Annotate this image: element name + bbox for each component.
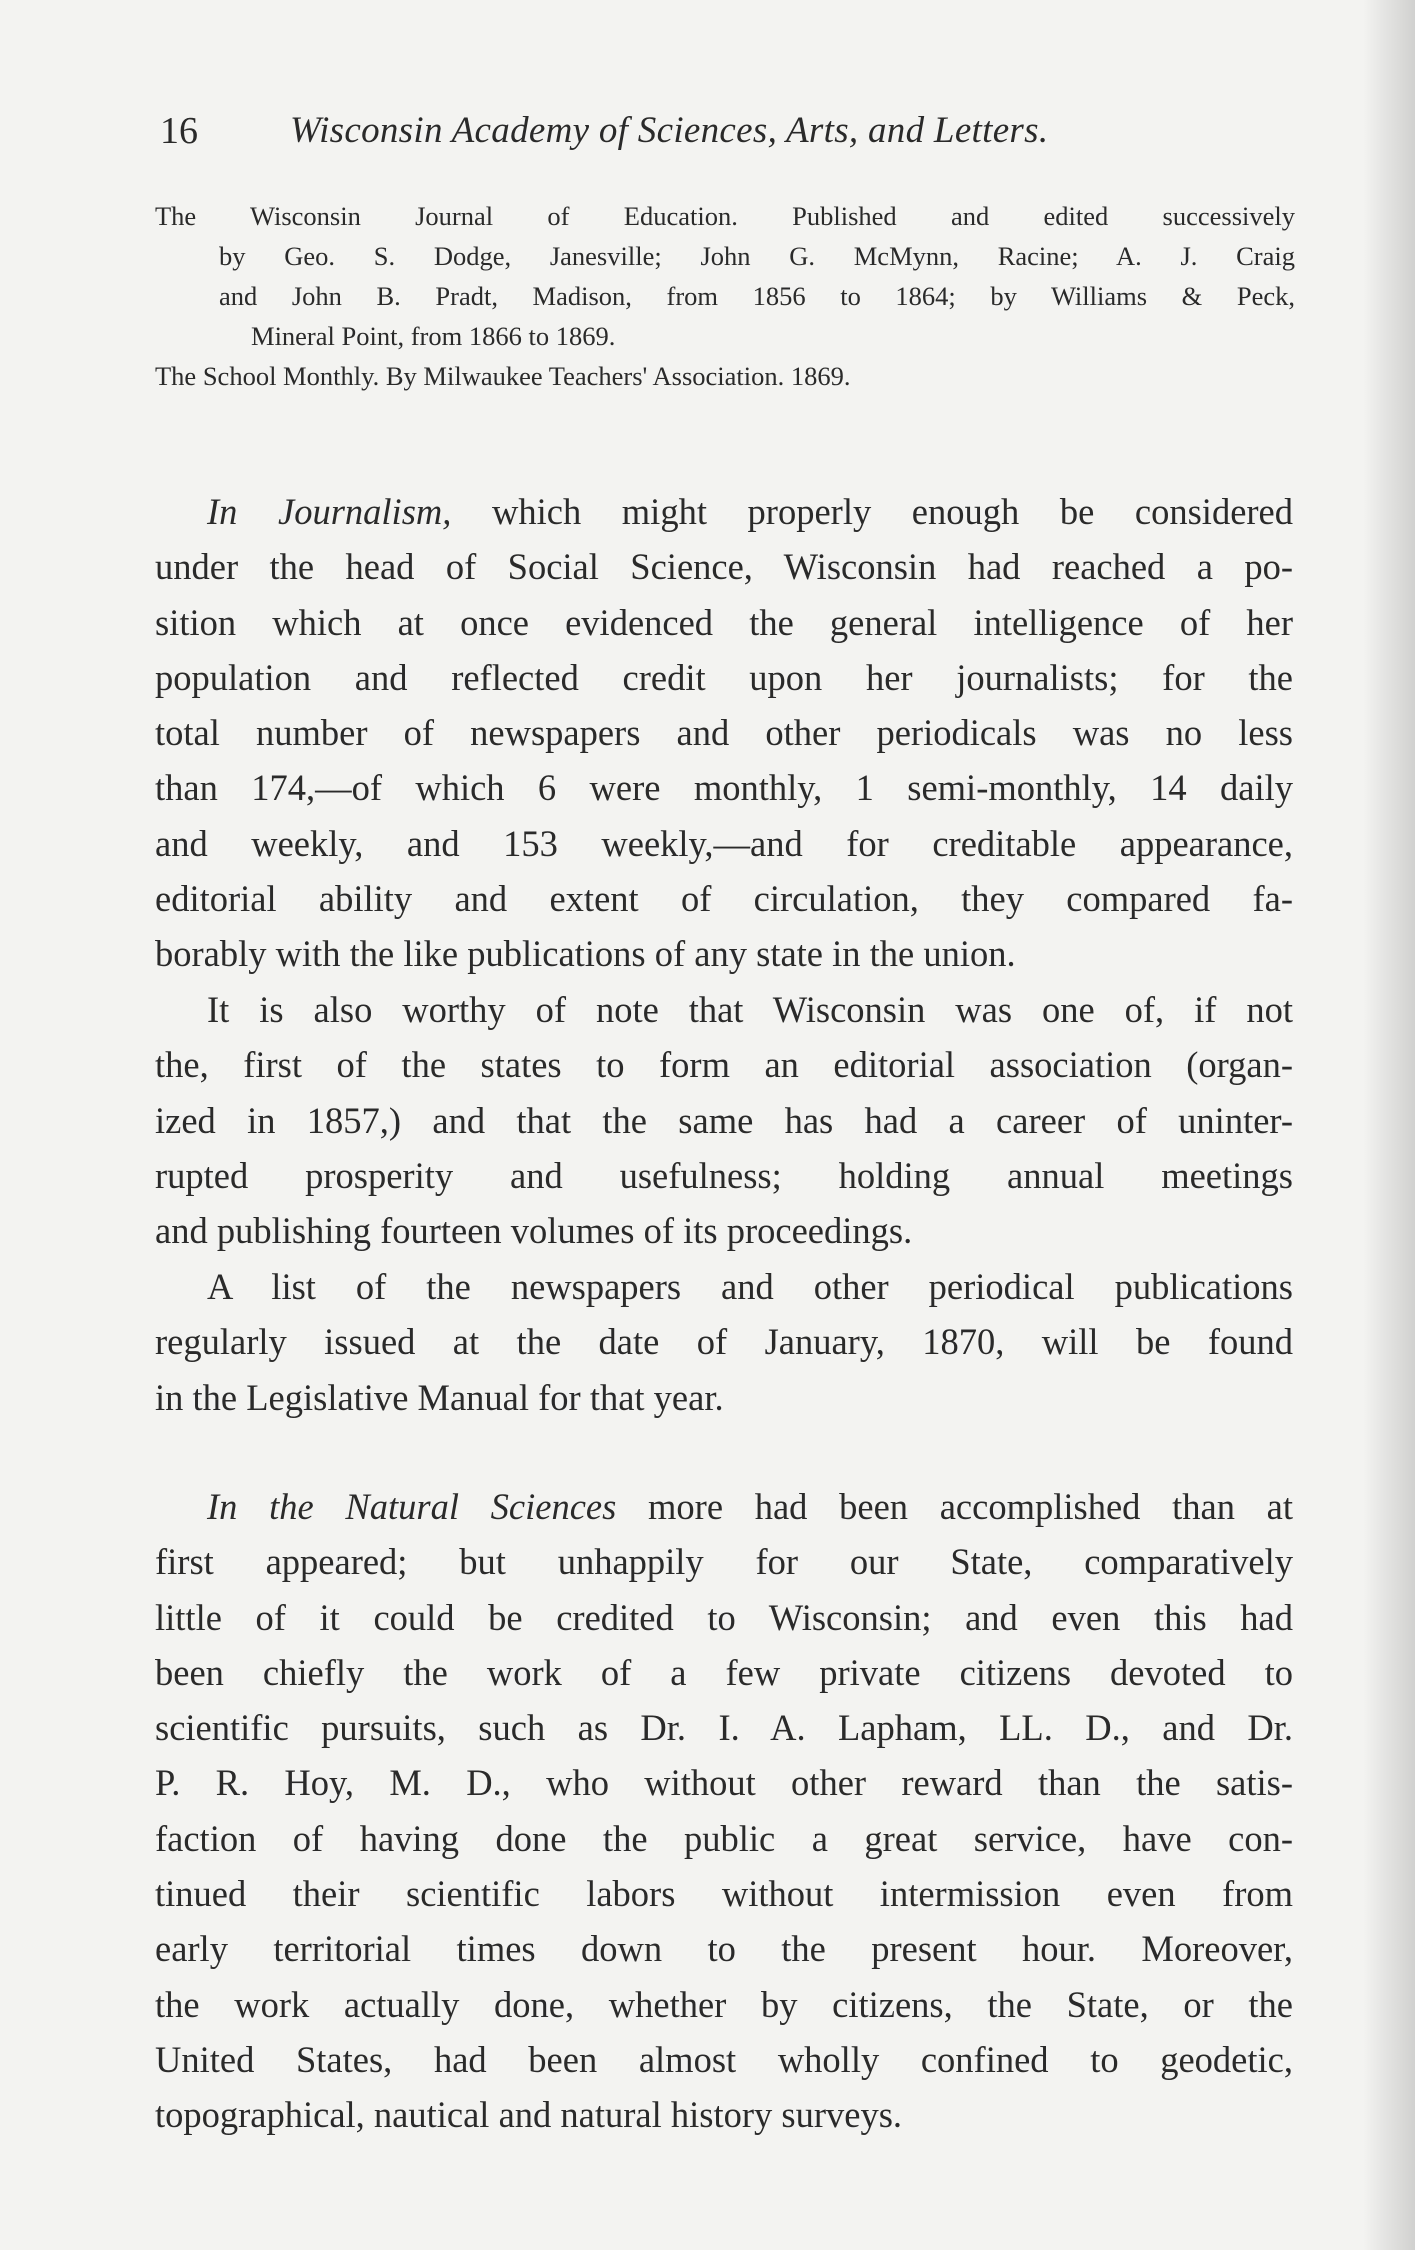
text-line: sition which at once evidenced the general intelligence of her [155, 601, 1293, 643]
bib-line: and John B. Pradt, Madison, from 1856 to 1864; by Williams & Peck, [219, 281, 1295, 311]
text-line: and weekly, and 153 weekly,—and for creditable appearance, [155, 822, 1293, 864]
text-line: borably with the like publications of any state in the union. [155, 933, 1016, 975]
running-head [160, 106, 1290, 156]
text-line: rupted prosperity and usefulness; holding annual meetings [155, 1154, 1293, 1196]
italic-lead: In Journalism, [207, 491, 452, 532]
bibliography-entry-journal-of-education [155, 196, 1295, 356]
text-line: ized in 1857,) and that the same has had a career of uninter- [155, 1099, 1293, 1141]
bib-line: Mineral Point, from 1866 to 1869. [251, 321, 616, 351]
text-line: under the head of Social Science, Wisconsin had reached a po- [155, 546, 1293, 588]
text-line: and publishing fourteen volumes of its proceedings. [155, 1210, 913, 1252]
text-segment: which might properly enough be considered [451, 491, 1294, 532]
bib-line: by Geo. S. Dodge, Janesville; John G. McMynn, Racine; A. J. Craig [219, 241, 1295, 271]
text-line [155, 1479, 1293, 1534]
text-line: topographical, nautical and natural history surveys. [155, 2094, 903, 2136]
running-title: Wisconsin Academy of Sciences, Arts, and Letters. [290, 110, 1049, 151]
text-line: P. R. Hoy, M. D., who without other reward than the satis- [155, 1762, 1293, 1804]
text-line: the work actually done, whether by citizens, the State, or the [155, 1983, 1293, 2025]
text-line: editorial ability and extent of circulation, they compared fa- [155, 878, 1293, 920]
italic-lead: In the Natural Sciences [207, 1486, 617, 1527]
text-line: first appeared; but unhappily for our State, comparatively [155, 1541, 1293, 1583]
text-line: scientific pursuits, such as Dr. I. A. Lapham, LL. D., and Dr. [155, 1707, 1293, 1749]
text-line: the, first of the states to form an editorial association (organ- [155, 1044, 1293, 1086]
text-line: little of it could be credited to Wisconsin; and even this had [155, 1596, 1293, 1638]
text-line: population and reflected credit upon her journalists; for the [155, 656, 1293, 698]
text-line: tinued their scientific labors without intermission even from [155, 1873, 1293, 1915]
text-line: in the Legislative Manual for that year. [155, 1376, 724, 1418]
text-line: early territorial times down to the present hour. Moreover, [155, 1928, 1293, 1970]
text-line: faction of having done the public a great service, have con- [155, 1817, 1293, 1859]
bibliography-entry-school-monthly: The School Monthly. By Milwaukee Teachers' Association. 1869. [155, 361, 851, 391]
paragraph-journalism [155, 484, 1293, 982]
text-line: A list of the newspapers and other periodical publications [207, 1266, 1293, 1307]
page-number: 16 [160, 110, 198, 152]
text-line [155, 484, 1293, 539]
text-line: been chiefly the work of a few private citizens devoted to [155, 1651, 1293, 1693]
paragraph-newspaper-list [155, 1259, 1293, 1425]
page-edge-shadow [1363, 0, 1415, 2250]
text-line: than 174,—of which 6 were monthly, 1 semi-monthly, 14 daily [155, 767, 1293, 809]
bibliography-list [155, 196, 1295, 396]
text-line: United States, had been almost wholly confined to geodetic, [155, 2038, 1293, 2080]
paragraph-natural-sciences [155, 1479, 1293, 2143]
text-line: It is also worthy of note that Wisconsin was one of, if not [207, 989, 1293, 1030]
text-line: total number of newspapers and other periodicals was no less [155, 712, 1293, 754]
text-segment: more had been accomplished than at [616, 1486, 1293, 1527]
text-line: regularly issued at the date of January, 1870, will be found [155, 1321, 1293, 1363]
paragraph-editorial-association [155, 982, 1293, 1258]
bib-line: The Wisconsin Journal of Education. Published and edited successively [155, 201, 1295, 231]
